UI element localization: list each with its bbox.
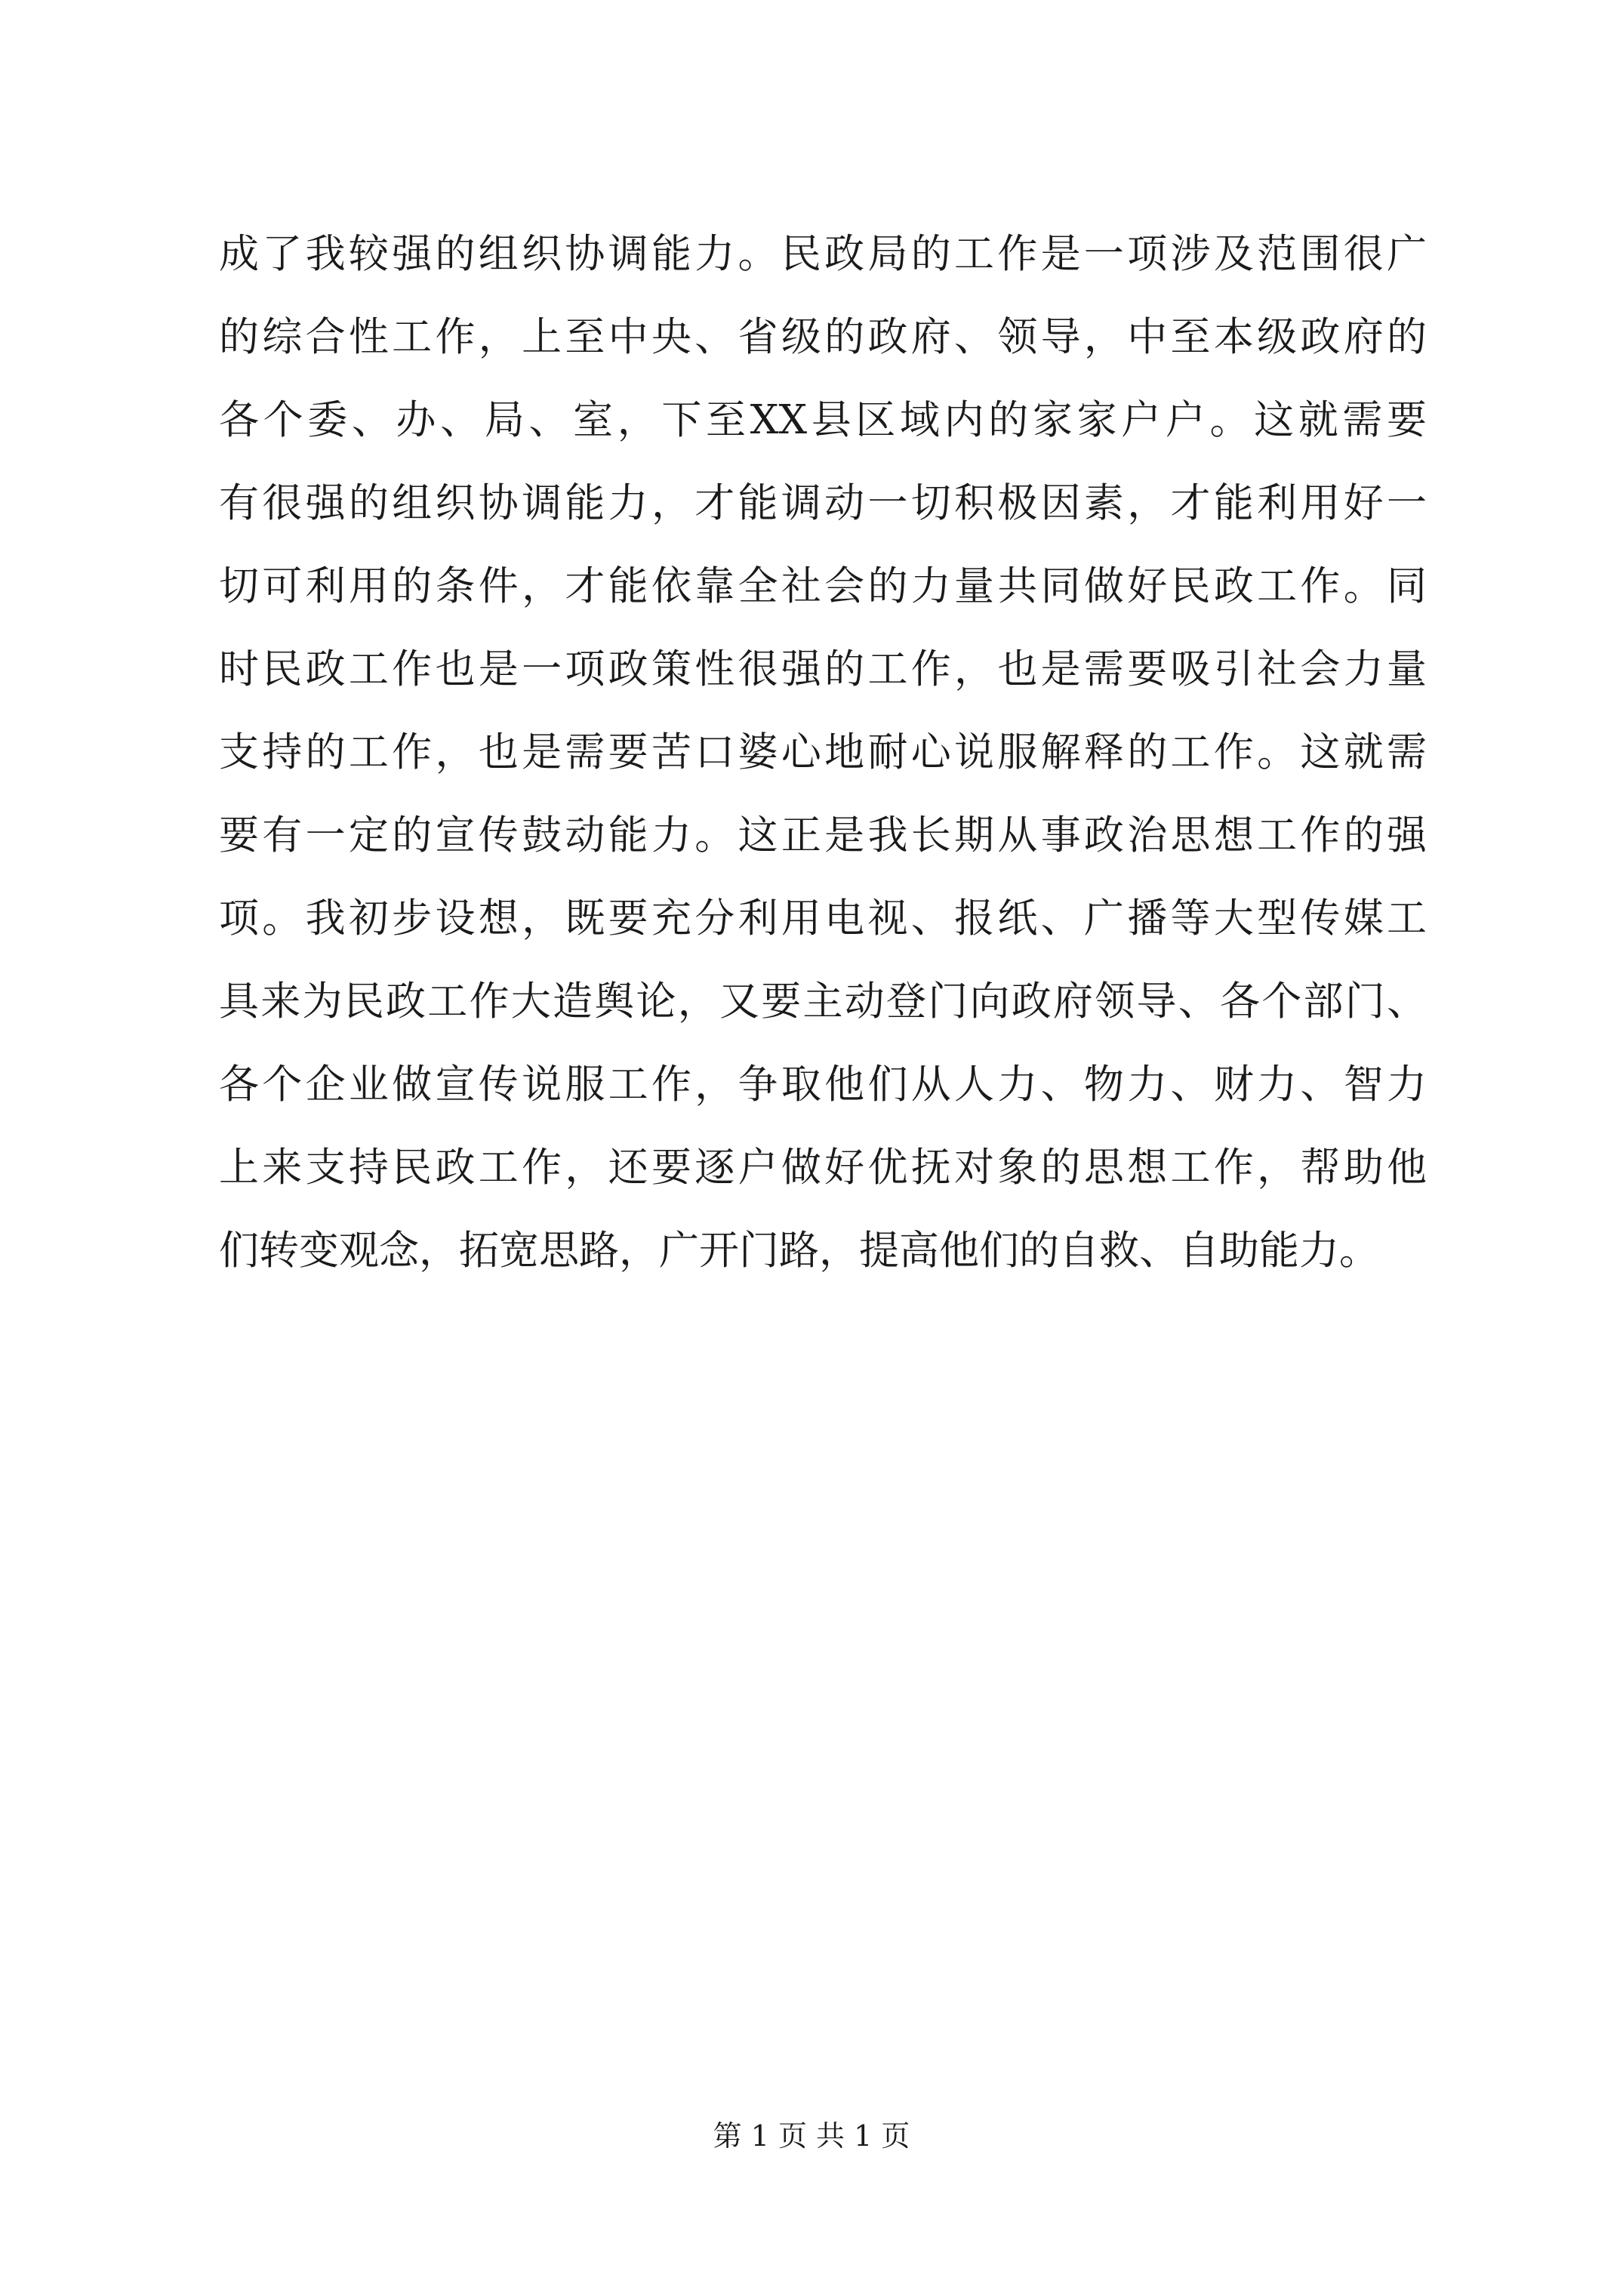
paragraph-line: 上来支持民政工作，还要逐户做好优抚对象的思想工作，帮助他 bbox=[219, 1145, 1427, 1191]
paragraph-line: 要有一定的宣传鼓动能力。这正是我长期从事政治思想工作的强 bbox=[219, 812, 1427, 858]
paragraph-line: 的综合性工作，上至中央、省级的政府、领导，中至本级政府的 bbox=[219, 314, 1427, 360]
paragraph-line: 具来为民政工作大造舆论，又要主动登门向政府领导、各个部门、 bbox=[219, 978, 1427, 1025]
paragraph-line: 们转变观念，拓宽思路，广开门路，提高他们的自救、自助能力。 bbox=[219, 1228, 1379, 1274]
paragraph-line: 成了我较强的组织协调能力。民政局的工作是一项涉及范围很广 bbox=[219, 231, 1427, 277]
page-number-footer: 第 1 页 共 1 页 bbox=[713, 2119, 910, 2153]
paragraph-line: 项。我初步设想，既要充分利用电视、报纸、广播等大型传媒工 bbox=[219, 895, 1427, 942]
paragraph-line: 时民政工作也是一项政策性很强的工作，也是需要吸引社会力量 bbox=[219, 646, 1427, 692]
paragraph-line: 支持的工作，也是需要苦口婆心地耐心说服解释的工作。这就需 bbox=[219, 729, 1427, 775]
paragraph-line: 切可利用的条件，才能依靠全社会的力量共同做好民政工作。同 bbox=[219, 563, 1427, 609]
paragraph-line: 有很强的组织协调能力，才能调动一切积极因素，才能利用好一 bbox=[219, 480, 1427, 526]
paragraph-line: 各个委、办、局、室，下至XX县区域内的家家户户。这就需要 bbox=[219, 397, 1427, 443]
paragraph-line: 各个企业做宣传说服工作，争取他们从人力、物力、财力、智力 bbox=[219, 1062, 1427, 1108]
body-paragraph bbox=[219, 213, 1427, 1293]
